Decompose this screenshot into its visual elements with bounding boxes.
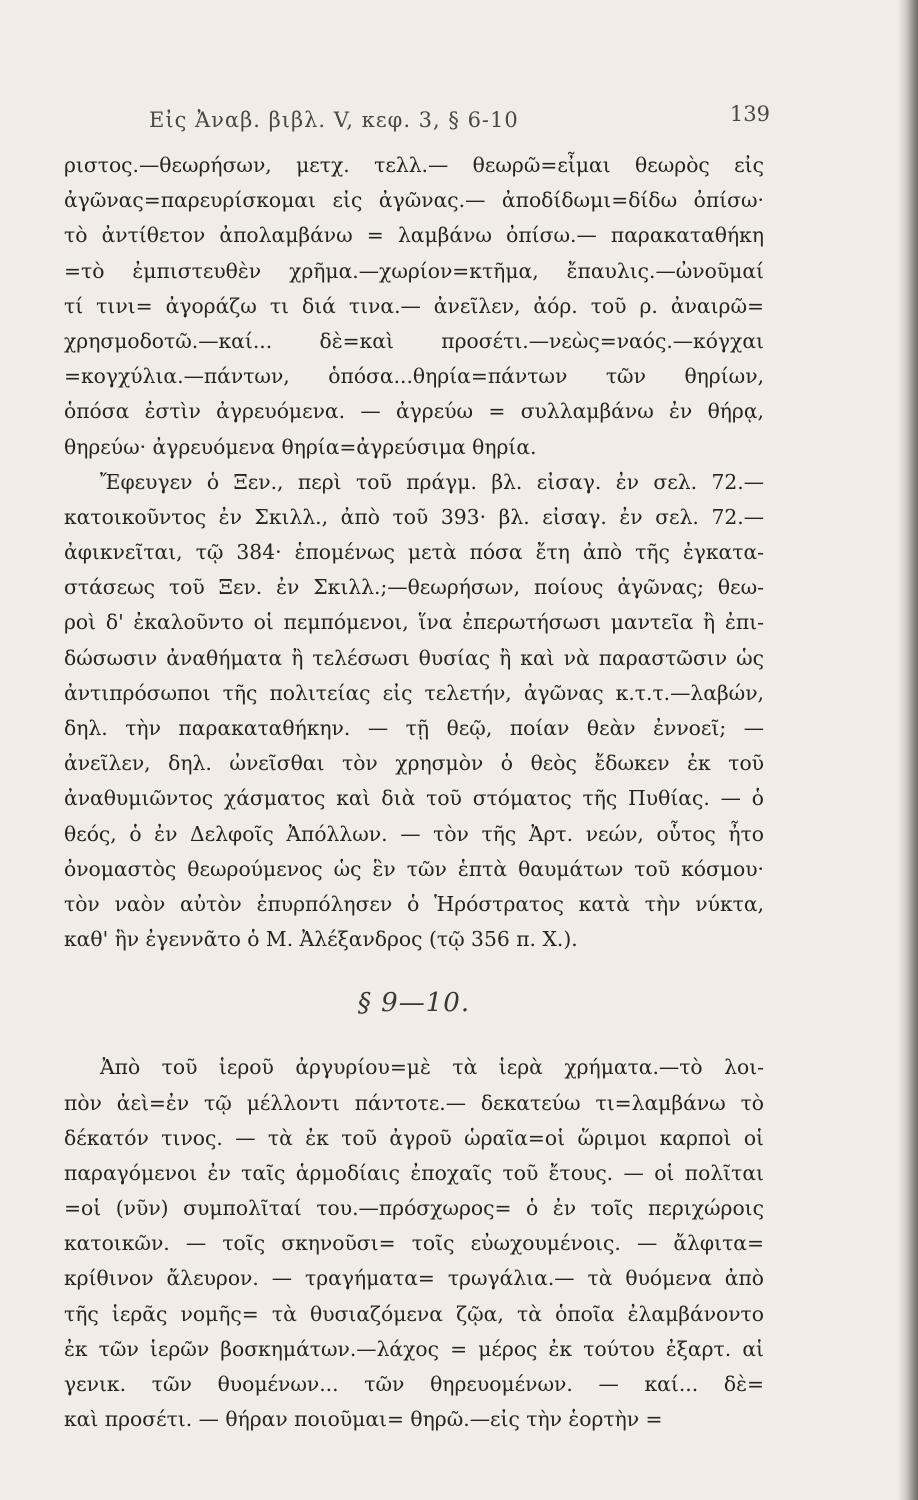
text-line: τί τινι= ἀγοράζω τι διά τινα.— ἀνεῖλεν, ἀόρ. τοῦ ρ. ἀναιρῶ=	[64, 293, 764, 318]
text-line: τῆς ἱερᾶς νομῆς= τὰ θυσιαζόμενα ζῷα, τὰ ὁποῖα ἐλαμβάνοντο	[64, 1301, 764, 1326]
text-line: =τὸ ἐμπιστευθὲν χρῆμα.—χωρίον=κτῆμα, ἔπαυλις.—ὠνοῦμαί	[64, 258, 764, 283]
text-line: Ἔφευγεν ὁ Ξεν., περὶ τοῦ πράγμ. βλ. εἰσαγ. ἐν σελ. 72.—	[100, 469, 764, 494]
running-header	[64, 98, 770, 148]
text-line: ἀντιπρόσωποι τῆς πολιτείας εἰς τελετήν, ἀγῶνας κ.τ.τ.—λαβών,	[64, 680, 764, 705]
book-page	[64, 98, 770, 1437]
text-line: ὀνομαστὸς θεωρούμενος ὡς ἓν τῶν ἑπτὰ θαυμάτων τοῦ κόσμου·	[64, 856, 764, 881]
text-line: θεός, ὁ ἐν Δελφοῖς Ἀπόλλων. — τὸν τῆς Ἀρτ. νεών, οὗτος ἦτο	[64, 821, 764, 846]
section-paragraph	[64, 1050, 764, 1437]
paragraph	[64, 465, 764, 958]
text-line: =κογχύλια.—πάντων, ὁπόσα...θηρία=πάντων τῶν θηρίων,	[64, 364, 764, 389]
text-line: δέκατόν τινος. — τὰ ἐκ τοῦ ἀγροῦ ὡραῖα=οἱ ὥριμοι καρποὶ οἱ	[64, 1125, 764, 1150]
text-line: ριστος.—θεωρήσων, μετχ. τελλ.— θεωρῶ=εἶμαι θεωρὸς εἰς	[64, 153, 764, 177]
paragraph	[64, 148, 764, 465]
text-line: =οἱ (νῦν) συμπολῖταί του.—πρόσχωρος= ὁ ἐν τοῖς περιχώροις	[64, 1196, 764, 1221]
text-line: ὁπόσα ἐστὶν ἀγρευόμενα. — ἀγρεύω = συλλαμβάνω ἐν θήρᾳ,	[64, 399, 764, 424]
text-line: ἀναθυμιῶντος χάσματος καὶ διὰ τοῦ στόματος τῆς Πυθίας. — ὁ	[64, 786, 764, 811]
text-line: ἀνεῖλεν, δηλ. ὠνεῖσθαι τὸν χρησμὸν ὁ θεὸς ἔδωκεν ἐκ τοῦ	[64, 751, 764, 776]
spacer	[64, 1032, 764, 1050]
page-number: 139	[729, 102, 770, 126]
text-line: γενικ. τῶν θυομένων... τῶν θηρευομένων. — καί... δὲ=	[64, 1372, 764, 1396]
text-line: ἐκ τῶν ἱερῶν βοσκημάτων.—λάχος = μέρος ἐκ τούτου ἐξαρτ. αἱ	[64, 1336, 764, 1361]
text-line: ἀφικνεῖται, τῷ 384· ἑπομένως μετὰ πόσα ἔτη ἀπὸ τῆς ἐγκατα-	[64, 540, 764, 565]
paragraph	[64, 1050, 764, 1437]
text-line: τὸν ναὸν αὐτὸν ἐπυρπόλησεν ὁ Ἡρόστρατος κατὰ τὴν νύκτα,	[64, 891, 764, 916]
text-line: κατοικοῦντος ἐν Σκιλλ., ἀπὸ τοῦ 393· βλ. εἰσαγ. ἐν σελ. 72.—	[64, 504, 764, 529]
text-line: καὶ προσέτι. — θήραν ποιοῦμαι= θηρῶ.—εἰς τὴν ἑορτὴν =	[64, 1407, 663, 1432]
running-title: Εἰς Ἀναβ. βιβλ. V, κεφ. 3, § 6-10	[149, 108, 519, 132]
text-line: κρίθινον ἄλευρον. — τραγήματα= τρωγάλια.— τὰ θυόμενα ἀπὸ	[64, 1266, 764, 1291]
text-line: τὸ ἀντίθετον ἀπολαμβάνω = λαμβάνω ὀπίσω.— παρακαταθήκη	[64, 223, 764, 248]
text-line: ροὶ δ' ἐκαλοῦντο οἱ πεμπόμενοι, ἵνα ἐπερωτήσωσι μαντεῖα ἢ ἐπι-	[64, 610, 764, 635]
paragraphs	[64, 148, 764, 957]
text-line: καθ' ἣν ἐγεννᾶτο ὁ Μ. Ἀλέξανδρος (τῷ 356 π. Χ.).	[64, 927, 578, 952]
text-line: ἀγῶνας=παρευρίσκομαι εἰς ἀγῶνας.— ἀποδίδωμι=δίδω ὀπίσω·	[64, 188, 764, 213]
text-line: Ἀπὸ τοῦ ἱεροῦ ἀργυρίου=μὲ τὰ ἱερὰ χρήματα.—τὸ λοι-	[100, 1055, 764, 1080]
text-line: στάσεως τοῦ Ξεν. ἐν Σκιλλ.;—θεωρήσων, ποίους ἀγῶνας; θεω-	[64, 575, 764, 600]
text-line: θηρεύω· ἀγρευόμενα θηρία=ἀγρεύσιμα θηρία.	[64, 434, 537, 459]
text-line: χρησμοδοτῶ.—καί... δὲ=καὶ προσέτι.—νεὼς=ναός.—κόγχαι	[64, 328, 764, 353]
section-heading: § 9—10.	[357, 988, 471, 1019]
text-line: δώσωσιν ἀναθήματα ἢ τελέσωσι θυσίας ἢ καὶ νὰ παραστῶσιν ὡς	[64, 645, 764, 670]
text-line: παραγόμενοι ἐν ταῖς ἁρμοδίαις ἐποχαῖς τοῦ ἔτους. — οἱ πολῖται	[64, 1160, 764, 1185]
page-edge-shadow	[898, 0, 918, 1500]
text-line: πὸν ἀεὶ=ἐν τῷ μέλλοντι πάντοτε.— δεκατεύω τι=λαμβάνω τὸ	[64, 1090, 764, 1115]
text-line: κατοικῶν. — τοῖς σκηνοῦσι= τοῖς εὐωχουμένοις. — ἄλφιτα=	[64, 1231, 764, 1256]
commentary-text	[64, 148, 764, 1437]
spacer	[64, 957, 764, 975]
text-line: δηλ. τὴν παρακαταθήκην. — τῇ θεῷ, ποίαν θεὰν ἐννοεῖ; —	[64, 716, 764, 740]
